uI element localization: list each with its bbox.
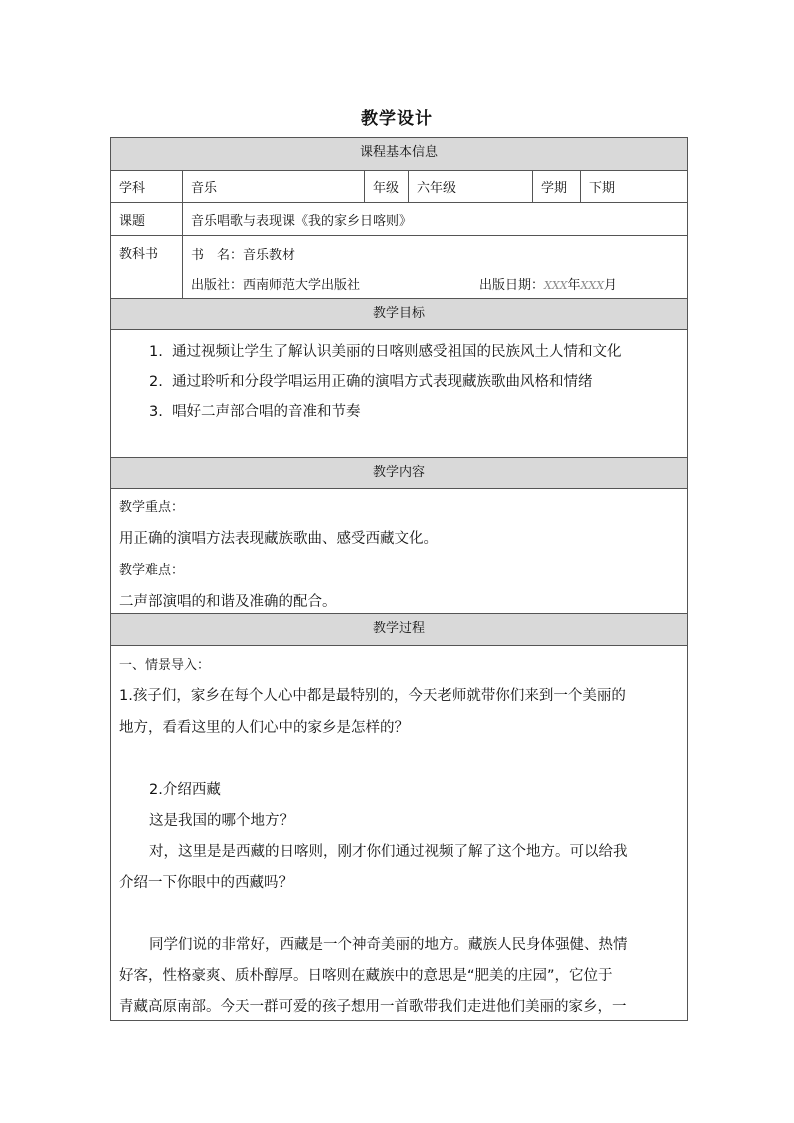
objective-item-3 bbox=[149, 400, 361, 421]
basic-info-header: 课程基本信息 bbox=[111, 138, 687, 171]
objectives-list bbox=[111, 330, 687, 458]
term-value: 下期 bbox=[589, 181, 616, 196]
publish-date-label: 出版日期： bbox=[479, 278, 545, 293]
textbook-row bbox=[111, 236, 687, 299]
process-paragraph-4-line-2: 介绍一下你眼中的西藏吗？ bbox=[119, 875, 293, 891]
subject-row bbox=[111, 171, 687, 203]
objective-item-1 bbox=[149, 340, 622, 361]
process-paragraph-5-line-2: 好客，性格豪爽、质朴醇厚。日喀则在藏族中的意思是“肥美的庄园”，它位于 bbox=[119, 968, 613, 984]
section-intro-heading: 一、情景导入： bbox=[119, 658, 211, 673]
publish-date bbox=[479, 274, 617, 293]
objective-text: 唱好二声部合唱的音准和节奏 bbox=[172, 404, 361, 420]
objective-number: 1. bbox=[149, 344, 163, 360]
subject-value: 音乐 bbox=[183, 171, 365, 202]
topic-label: 课题 bbox=[111, 203, 183, 235]
objective-item-2 bbox=[149, 370, 593, 391]
difficulty-text: 二声部演唱的和谐及准确的配合。 bbox=[119, 594, 337, 610]
document-title: 教学设计 bbox=[361, 109, 433, 129]
process-paragraph-1-line-2: 地方，看看这里的人们心中的家乡是怎样的？ bbox=[119, 720, 409, 736]
topic-value: 音乐唱歌与表现课《我的家乡日喀则》 bbox=[191, 213, 413, 229]
process-paragraph-1-line-1: 1.孩子们，家乡在每个人心中都是最特别的，今天老师就带你们来到一个美丽的 bbox=[119, 688, 626, 704]
process-header: 教学过程 bbox=[111, 614, 687, 646]
term-label: 学期 bbox=[533, 171, 581, 202]
key-points-label: 教学重点： bbox=[119, 500, 185, 515]
process-paragraph-5-line-1: 同学们说的非常好，西藏是一个神奇美丽的地方。藏族人民身体强健、热情 bbox=[149, 937, 628, 953]
process-paragraph-5-line-3: 青藏高原南部。今天一群可爱的孩子想用一首歌带我们走进他们美丽的家乡，一 bbox=[119, 999, 627, 1015]
publisher: 出版社：西南师范大学出版社 bbox=[191, 278, 361, 293]
topic-row bbox=[111, 203, 687, 236]
key-points-text: 用正确的演唱方法表现藏族歌曲、感受西藏文化。 bbox=[119, 531, 438, 547]
objective-text: 通过视频让学生了解认识美丽的日喀则感受祖国的民族风土人情和文化 bbox=[172, 344, 622, 360]
publish-month-unit: 月 bbox=[604, 278, 618, 293]
publish-year-placeholder: XXX bbox=[544, 279, 568, 292]
objective-number: 3. bbox=[149, 404, 163, 420]
publish-month-placeholder: XXX bbox=[580, 279, 605, 292]
lesson-plan-table bbox=[110, 137, 688, 1021]
objective-number: 2. bbox=[149, 374, 163, 390]
grade-value: 六年级 bbox=[409, 171, 533, 202]
content-header: 教学内容 bbox=[111, 458, 687, 489]
textbook-label: 教科书 bbox=[111, 236, 183, 298]
grade-label: 年级 bbox=[365, 171, 409, 202]
objectives-header: 教学目标 bbox=[111, 299, 687, 330]
process-paragraph-3: 这是我国的哪个地方？ bbox=[149, 813, 294, 829]
publish-year-unit: 年 bbox=[567, 278, 581, 293]
subject-label: 学科 bbox=[111, 171, 183, 202]
process-paragraph-4-line-1: 对，这里是是西藏的日喀则，刚才你们通过视频了解了这个地方。可以给我 bbox=[149, 844, 628, 860]
process-paragraph-2: 2.介绍西藏 bbox=[149, 782, 221, 798]
book-name: 书 名：音乐教材 bbox=[191, 248, 296, 263]
difficulty-label: 教学难点： bbox=[119, 563, 185, 578]
content-body bbox=[111, 489, 687, 614]
objective-text: 通过聆听和分段学唱运用正确的演唱方式表现藏族歌曲风格和情绪 bbox=[172, 374, 593, 390]
